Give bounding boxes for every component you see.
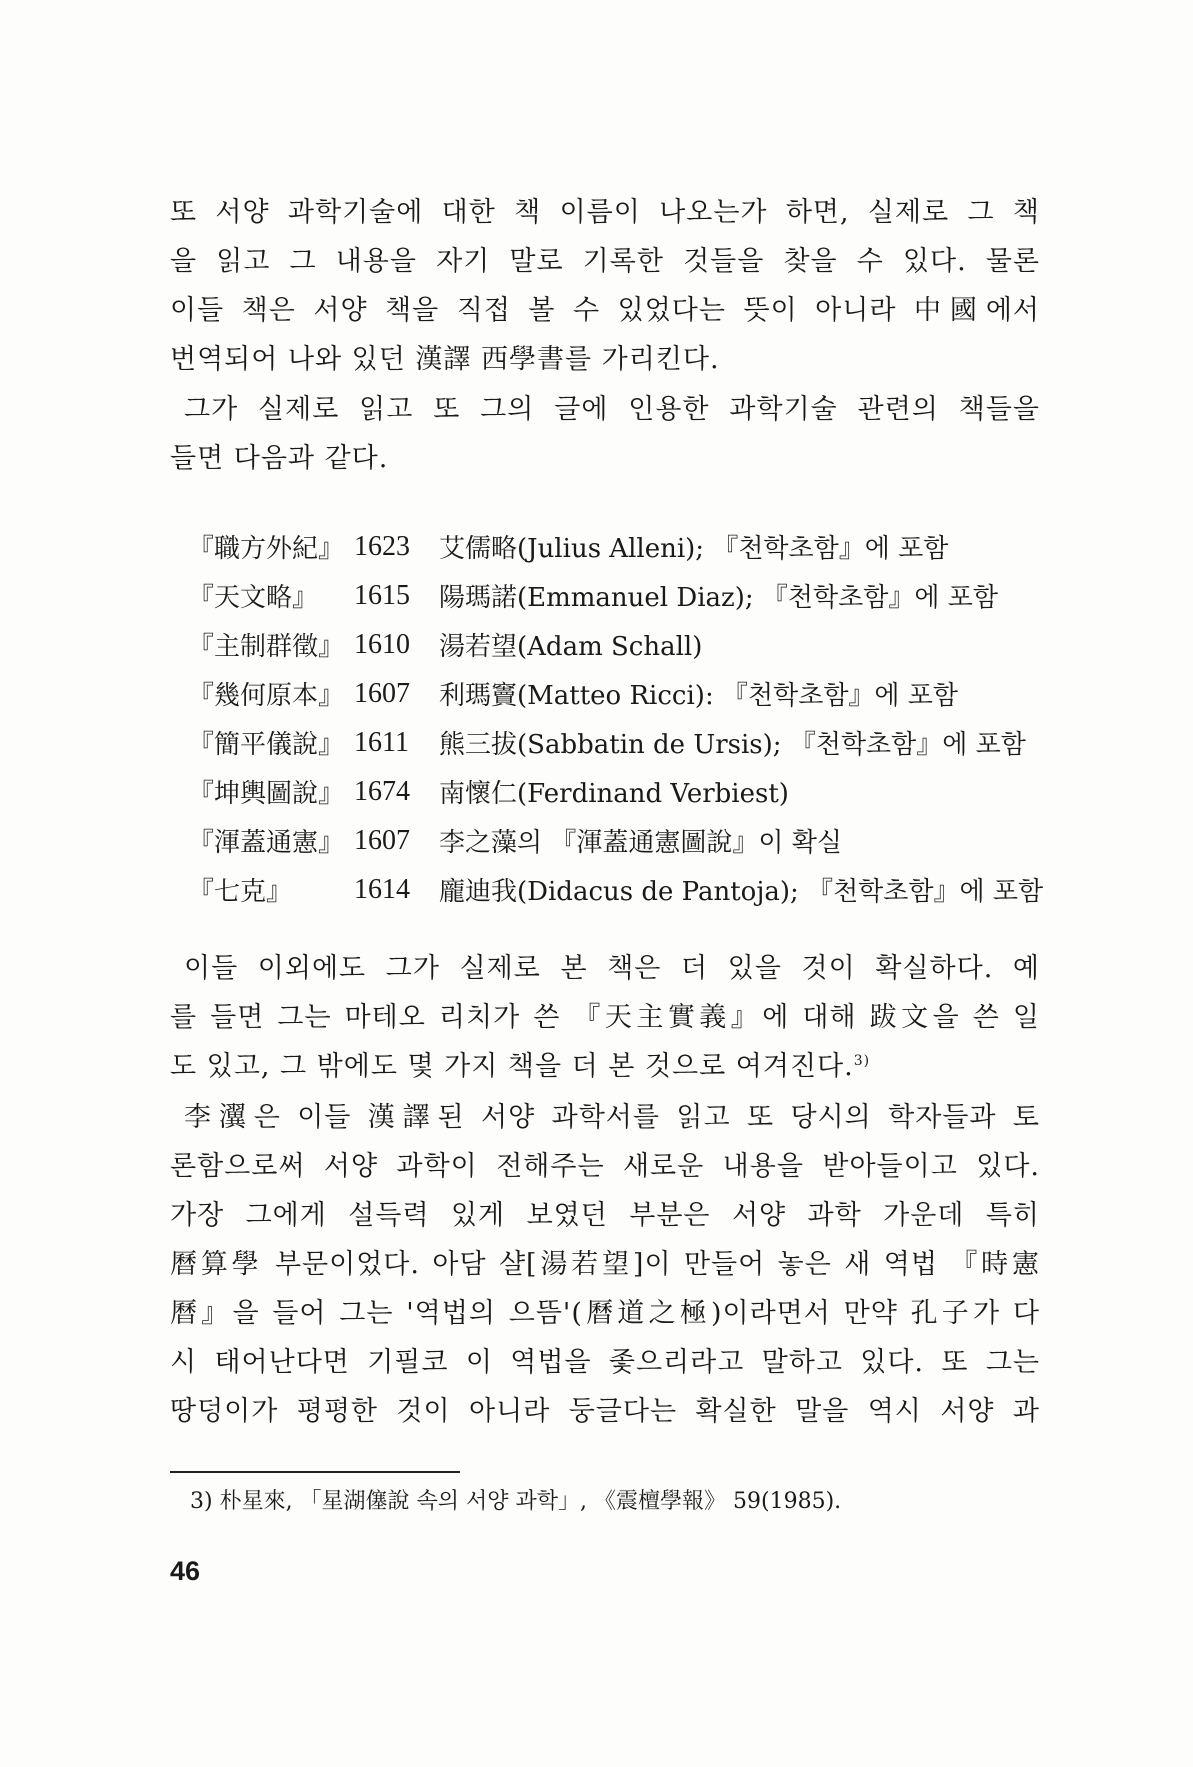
page-number: 46 <box>170 1556 201 1586</box>
text-line: 가장 그에게 설득력 있게 보였던 부분은 서양 과학 가운데 특히 <box>170 1200 1040 1231</box>
book-title: 『七克』 <box>188 877 293 907</box>
footnote-divider <box>170 1471 460 1473</box>
book-row <box>188 620 1043 669</box>
text-line <box>170 1042 1040 1091</box>
book-row <box>188 718 1043 767</box>
book-author: 龐迪我(Didacus de Pantoja); 『천학초함』에 포함 <box>439 877 1044 907</box>
text-line: 를 들면 그는 마테오 리치가 쓴 『天主實義』에 대해 跋文을 쓴 일 <box>170 1002 1040 1033</box>
text-line: 이들 책은 서양 책을 직접 볼 수 있었다는 뜻이 아니라 中國에서 <box>170 295 1040 326</box>
book-year: 1607 <box>354 677 410 709</box>
text-line: 시 태어난다면 기필코 이 역법을 좇으리라고 말하고 있다. 또 그는 <box>170 1347 1040 1378</box>
book-list <box>188 522 1043 914</box>
text-line: 曆』을 들어 그는 '역법의 으뜸'(曆道之極)이라면서 만약 孔子가 다 <box>170 1298 1040 1329</box>
text-line: 曆算學 부문이었다. 아담 샬[湯若望]이 만들어 놓은 새 역법 『時憲 <box>170 1249 1040 1280</box>
book-author: 利瑪竇(Matteo Ricci): 『천학초함』에 포함 <box>439 681 959 711</box>
other-books-paragraph <box>170 944 1040 1091</box>
book-author: 湯若望(Adam Schall) <box>439 632 703 662</box>
book-year: 1614 <box>354 873 410 905</box>
text-line: 론함으로써 서양 과학이 전해주는 새로운 내용을 받아들이고 있다. <box>170 1151 1040 1182</box>
books-intro-paragraph <box>170 385 1040 483</box>
book-title: 『幾何原本』 <box>188 681 345 711</box>
book-row <box>188 522 1043 571</box>
book-title: 『主制群徵』 <box>188 632 345 662</box>
book-year: 1674 <box>354 775 410 807</box>
book-title: 『簡平儀說』 <box>188 730 345 760</box>
text-line: 李瀷은 이들 漢譯된 서양 과학서를 읽고 또 당시의 학자들과 토 <box>184 1102 1040 1133</box>
book-row <box>188 571 1043 620</box>
book-year: 1623 <box>354 530 410 562</box>
book-author: 南懷仁(Ferdinand Verbiest) <box>439 779 789 809</box>
lee-ik-paragraph <box>170 1093 1040 1436</box>
text-line-content: 도 있고, 그 밖에도 몇 가지 책을 더 본 것으로 여겨진다. <box>170 1051 854 1082</box>
book-row <box>188 816 1043 865</box>
book-row <box>188 767 1043 816</box>
footnote: 3) 朴星來, 「星湖僿說 속의 서양 과학」, 《震檀學報》 59(1985). <box>190 1489 842 1514</box>
book-row <box>188 865 1043 914</box>
book-year: 1611 <box>354 726 409 758</box>
book-author: 熊三拔(Sabbatin de Ursis); 『천학초함』에 포함 <box>439 730 1026 760</box>
text-line: 그가 실제로 읽고 또 그의 글에 인용한 과학기술 관련의 책들을 <box>184 394 1040 425</box>
book-year: 1610 <box>354 628 410 660</box>
text-line: 들면 다음과 같다. <box>170 443 389 474</box>
footnote-reference: 3) <box>853 1053 871 1069</box>
text-line: 번역되어 나와 있던 漢譯 西學書를 가리킨다. <box>170 344 720 375</box>
text-line: 을 읽고 그 내용을 자기 말로 기록한 것들을 찾을 수 있다. 물론 <box>170 246 1040 277</box>
text-line: 땅덩이가 평평한 것이 아니라 둥글다는 확실한 말을 역시 서양 과 <box>170 1396 1040 1427</box>
text-line: 이들 이외에도 그가 실제로 본 책은 더 있을 것이 확실하다. 예 <box>184 953 1040 984</box>
book-title: 『職方外紀』 <box>188 534 345 564</box>
intro-paragraph <box>170 188 1040 384</box>
book-author: 李之藻의 『渾蓋通憲圖說』이 확실 <box>439 828 842 858</box>
book-row <box>188 669 1043 718</box>
book-author: 艾儒略(Julius Alleni); 『천학초함』에 포함 <box>439 534 949 564</box>
book-title: 『天文略』 <box>188 583 319 613</box>
book-title: 『渾蓋通憲』 <box>188 828 345 858</box>
book-year: 1607 <box>354 824 410 856</box>
book-year: 1615 <box>354 579 410 611</box>
book-title: 『坤輿圖說』 <box>188 779 345 809</box>
book-author: 陽瑪諾(Emmanuel Diaz); 『천학초함』에 포함 <box>439 583 998 613</box>
text-line: 또 서양 과학기술에 대한 책 이름이 나오는가 하면, 실제로 그 책 <box>170 197 1040 228</box>
